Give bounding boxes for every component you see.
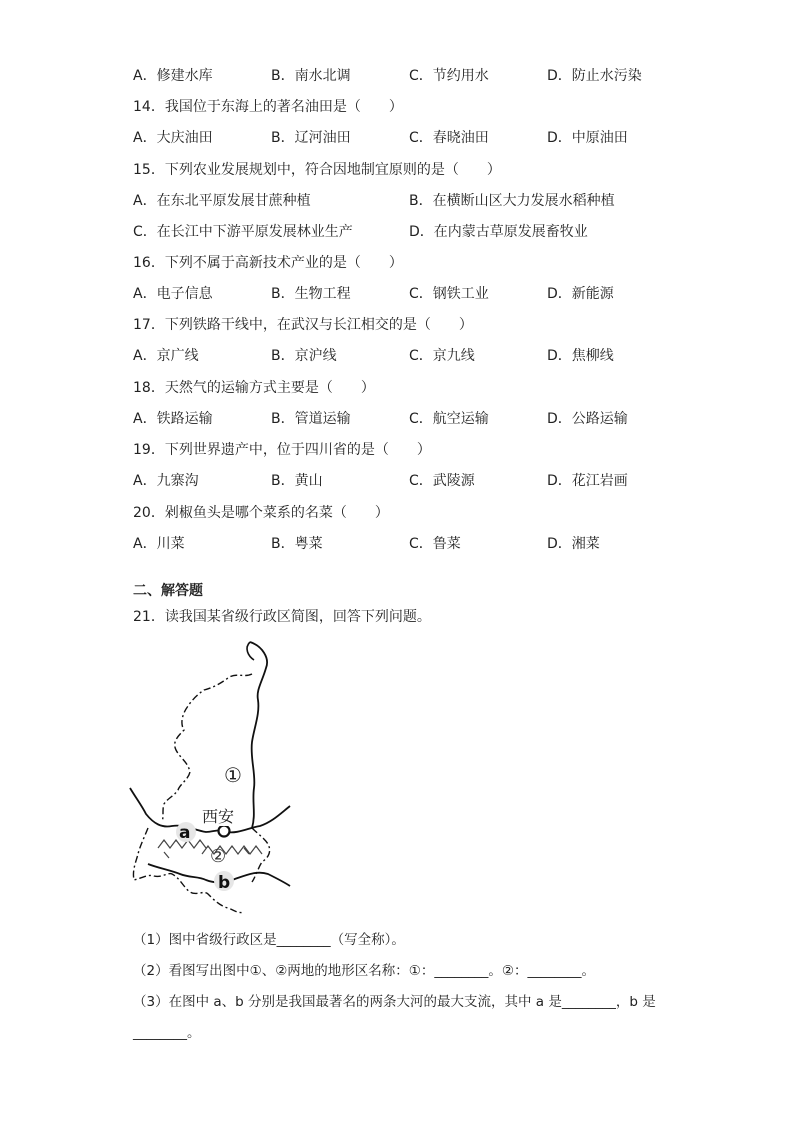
q13-option-c[interactable]: C．节约用水 (409, 68, 489, 84)
q18-option-c[interactable]: C．航空运输 (409, 411, 489, 427)
q17-options (133, 346, 734, 366)
q16-option-a[interactable]: A．电子信息 (133, 286, 213, 302)
q20-stem: 20．剁椒鱼头是哪个菜系的名菜（ ） (133, 505, 389, 521)
q19-option-c[interactable]: C．武陵源 (409, 473, 475, 489)
eastern-river-boundary (250, 642, 267, 828)
q14-options (133, 128, 734, 148)
q18-option-d[interactable]: D．公路运输 (547, 411, 628, 427)
q15-option-d[interactable]: D．在内蒙古草原发展畜牧业 (409, 224, 588, 240)
q13-option-b[interactable]: B．南水北调 (271, 68, 351, 84)
province-map (128, 638, 298, 920)
xian-city-icon (219, 826, 230, 837)
river-label-b: b (218, 873, 231, 893)
q21-part1: （1）图中省级行政区是________（写全称）。 (133, 932, 405, 948)
q20-option-a[interactable]: A．川菜 (133, 536, 185, 552)
q15-option-a[interactable]: A．在东北平原发展甘蔗种植 (133, 193, 311, 209)
q18-options (133, 409, 734, 429)
q14-option-d[interactable]: D．中原油田 (547, 130, 628, 146)
q19-stem: 19．下列世界遗产中，位于四川省的是（ ） (133, 442, 431, 458)
q21-part3-cont: ________。 (133, 1025, 201, 1041)
q15-stem: 15．下列农业发展规划中，符合因地制宜原则的是（ ） (133, 162, 501, 178)
q20-option-b[interactable]: B．粤菜 (271, 536, 323, 552)
q20-options (133, 534, 734, 554)
q21-part2: （2）看图写出图中①、②两地的地形区名称：①：________。②：________。 (133, 963, 595, 979)
q14-stem: 14．我国位于东海上的著名油田是（ ） (133, 99, 403, 115)
northeast-corner (247, 642, 254, 660)
q15-option-b[interactable]: B．在横断山区大力发展水稻种植 (409, 193, 615, 209)
q18-option-a[interactable]: A．铁路运输 (133, 411, 213, 427)
region-label-2: ② (210, 846, 227, 867)
region-label-1: ① (224, 763, 242, 787)
q15-options-row1 (133, 191, 734, 211)
q13-option-a[interactable]: A．修建水库 (133, 68, 213, 84)
q13-option-d[interactable]: D．防止水污染 (547, 68, 642, 84)
q16-option-d[interactable]: D．新能源 (547, 286, 614, 302)
western-boundary (162, 674, 252, 822)
q19-option-a[interactable]: A．九寨沟 (133, 473, 199, 489)
q16-option-c[interactable]: C．钢铁工业 (409, 286, 489, 302)
q17-option-d[interactable]: D．焦柳线 (547, 348, 614, 364)
q14-option-b[interactable]: B．辽河油田 (271, 130, 351, 146)
q16-options (133, 284, 734, 304)
q18-option-b[interactable]: B．管道运输 (271, 411, 351, 427)
q14-option-a[interactable]: A．大庆油田 (133, 130, 213, 146)
city-label-xian: 西安 (202, 807, 235, 826)
q17-option-b[interactable]: B．京沪线 (271, 348, 337, 364)
q21-stem: 21．读我国某省级行政区简图，回答下列问题。 (133, 609, 431, 625)
q20-option-c[interactable]: C．鲁菜 (409, 536, 461, 552)
q19-options (133, 471, 734, 491)
q18-stem: 18．天然气的运输方式主要是（ ） (133, 380, 375, 396)
river-label-a: a (179, 823, 191, 843)
q13-options (133, 66, 734, 86)
q21-part3: （3）在图中 a、b 分别是我国最著名的两条大河的最大支流，其中 a 是________，b 是 (133, 994, 656, 1010)
section-heading: 二、解答题 (133, 583, 203, 599)
q16-stem: 16．下列不属于高新技术产业的是（ ） (133, 255, 403, 271)
q16-option-b[interactable]: B．生物工程 (271, 286, 351, 302)
q20-option-d[interactable]: D．湘菜 (547, 536, 600, 552)
q17-stem: 17．下列铁路干线中，在武汉与长江相交的是（ ） (133, 317, 473, 333)
q19-option-d[interactable]: D．花江岩画 (547, 473, 628, 489)
q15-option-c[interactable]: C．在长江中下游平原发展林业生产 (133, 224, 353, 240)
q17-option-a[interactable]: A．京广线 (133, 348, 199, 364)
q15-options-row2 (133, 222, 734, 242)
q19-option-b[interactable]: B．黄山 (271, 473, 323, 489)
q14-option-c[interactable]: C．春晓油田 (409, 130, 489, 146)
q17-option-c[interactable]: C．京九线 (409, 348, 475, 364)
